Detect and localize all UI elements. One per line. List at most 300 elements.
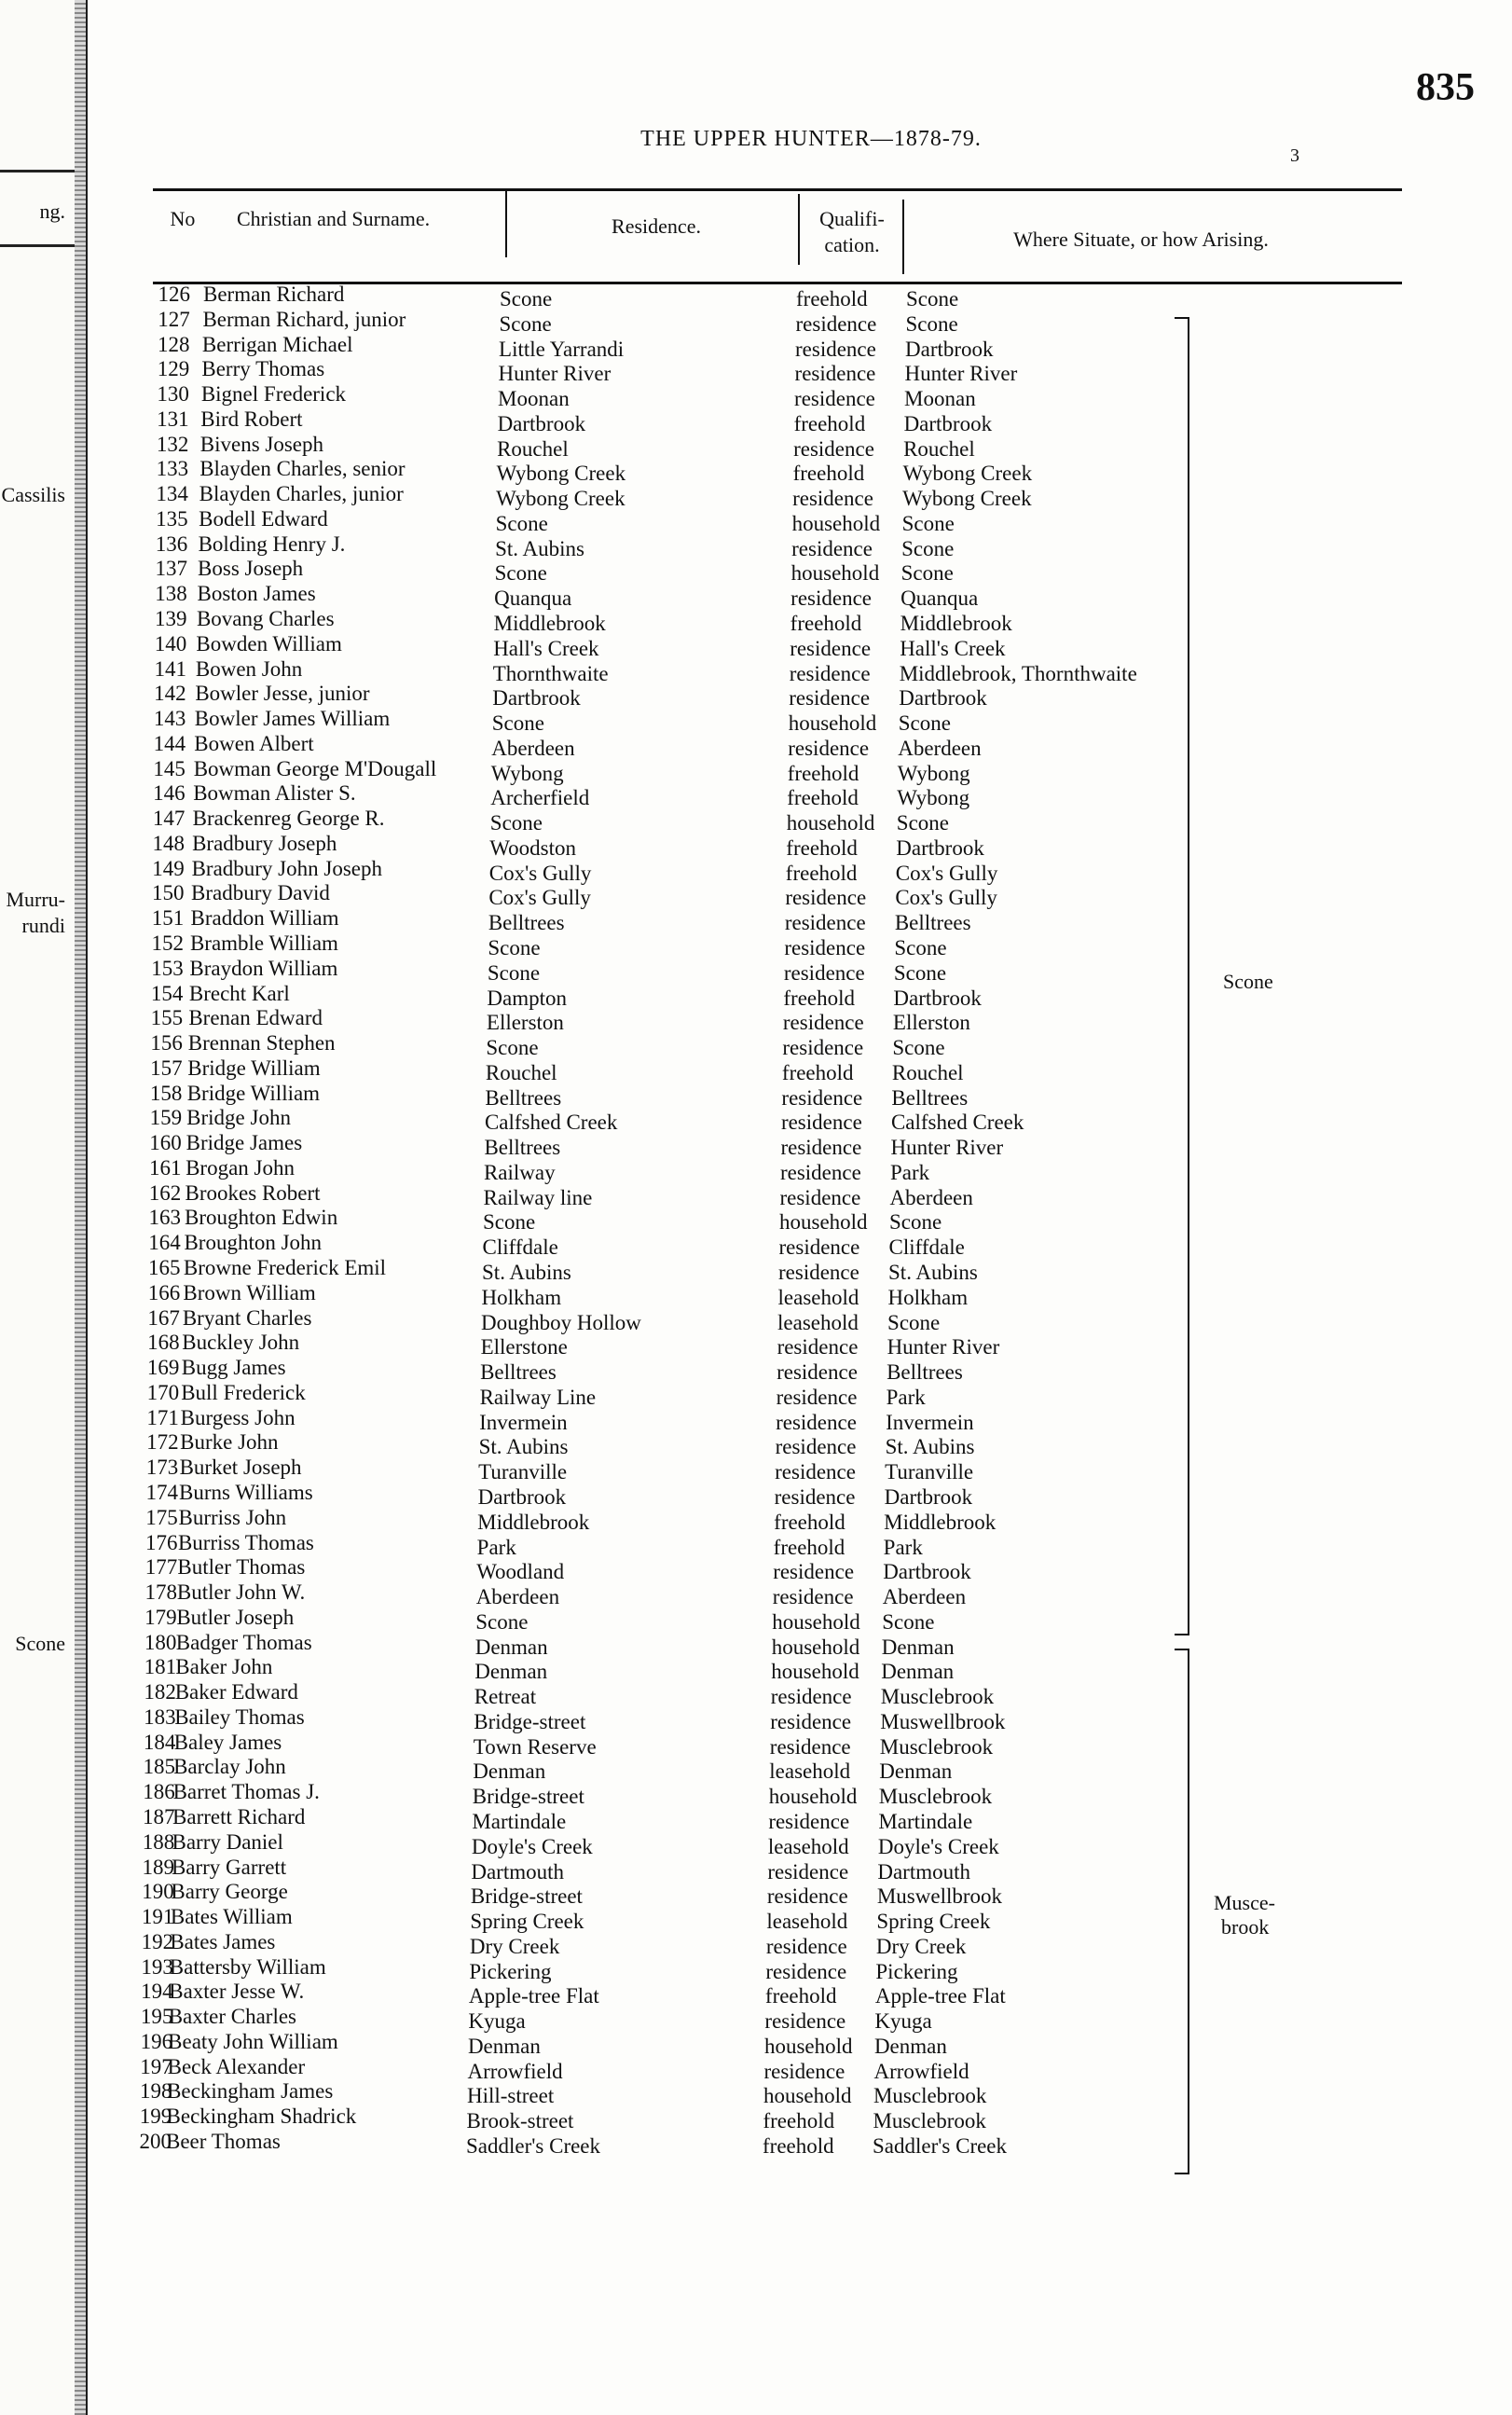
elector-where-situate: Kyuga [874, 2009, 932, 2034]
row-number: 126 [158, 283, 190, 306]
elector-where-situate: Scone [901, 511, 955, 535]
elector-residence: Belltrees [488, 911, 565, 935]
table-row [88, 2029, 1512, 2058]
table-row [88, 1555, 1512, 1584]
row-number: 200 [139, 2129, 172, 2153]
elector-qualification: residence [778, 1235, 860, 1260]
elector-name: Beck Alexander [167, 2054, 306, 2078]
elector-qualification: residence [794, 362, 876, 386]
table-row [88, 2079, 1512, 2108]
elector-residence: Arrowfield [467, 2059, 563, 2083]
table-row [88, 1954, 1512, 1983]
elector-where-situate: Wybong Creek [902, 487, 1032, 511]
elector-qualification: household [790, 561, 880, 586]
elector-where-situate: Denman [881, 1660, 955, 1684]
elector-residence: Woodland [476, 1560, 565, 1584]
row-number: 147 [152, 807, 186, 831]
elector-qualification: residence [770, 1685, 852, 1709]
table-row [88, 482, 1512, 511]
elector-name: Barry George [171, 1880, 288, 1904]
elector-residence: Belltrees [485, 1085, 562, 1110]
elector-where-situate: Park [883, 1535, 923, 1559]
elector-qualification: leasehold [767, 1834, 849, 1858]
elector-where-situate: Scone [894, 936, 947, 960]
elector-qualification: freehold [773, 1535, 845, 1559]
elector-qualification: residence [770, 1709, 852, 1733]
elector-where-situate: Saddler's Creek [873, 2133, 1008, 2158]
left-label-scone: Scone [15, 1632, 65, 1655]
group-label-muscle-brook-2: brook [1221, 1915, 1270, 1939]
column-divider-qualification-where [902, 200, 904, 274]
table-row [88, 531, 1512, 560]
elector-name: Bowden William [196, 631, 342, 656]
page-number: 835 [1416, 66, 1475, 109]
elector-where-situate: St. Aubins [888, 1261, 978, 1285]
elector-name: Bovang Charles [196, 607, 335, 630]
row-number: 143 [153, 707, 186, 731]
elector-name: Brackenreg George R. [192, 807, 385, 831]
elector-residence: Scone [495, 511, 548, 535]
elector-residence: Scone [475, 1609, 529, 1634]
elector-name: Browne Frederick Emil [183, 1256, 387, 1280]
table-row [88, 1056, 1512, 1084]
elector-name: Brennan Stephen [187, 1031, 336, 1056]
elector-name: Battersby William [169, 1954, 326, 1979]
elector-residence: Scone [487, 960, 541, 985]
elector-residence: Scone [489, 811, 543, 835]
elector-qualification: residence [775, 1435, 857, 1459]
elector-qualification: freehold [783, 986, 856, 1010]
elector-name: Bignel Frederick [200, 382, 347, 407]
elector-residence: Denman [467, 2034, 541, 2058]
elector-where-situate: Musclebrook [873, 2084, 987, 2108]
elector-name: Bridge William [186, 1081, 321, 1105]
elector-where-situate: Dry Creek [875, 1934, 967, 1958]
elector-qualification: residence [790, 636, 872, 660]
row-number: 167 [147, 1305, 180, 1330]
elector-where-situate: Musclebrook [873, 2109, 986, 2133]
row-number: 193 [141, 1954, 173, 1979]
row-number: 176 [144, 1530, 178, 1554]
row-number: 133 [156, 457, 189, 481]
elector-name: Butler John W. [176, 1580, 306, 1605]
elector-qualification: residence [781, 1085, 863, 1110]
table-row [88, 1855, 1512, 1884]
elector-where-situate: Musclebrook [880, 1685, 995, 1709]
elector-where-situate: Musclebrook [879, 1734, 994, 1759]
group-label-muscle-brook-1: Musce- [1214, 1891, 1275, 1914]
row-number: 177 [144, 1555, 178, 1580]
elector-name: Beckingham Shadrick [166, 2104, 357, 2129]
elector-name: Bowman Alister S. [193, 781, 356, 806]
elector-name: Bugg James [181, 1356, 286, 1380]
elector-where-situate: Scone [882, 1609, 935, 1634]
row-number: 154 [150, 981, 184, 1005]
row-number: 164 [148, 1231, 181, 1255]
row-number: 196 [140, 2029, 173, 2053]
elector-qualification: leasehold [777, 1285, 859, 1309]
elector-residence: Cliffdale [482, 1235, 558, 1260]
table-row [88, 1031, 1512, 1060]
row-number: 159 [149, 1106, 183, 1130]
elector-residence: Little Yarrandi [499, 337, 625, 361]
table-row [88, 2054, 1512, 2083]
elector-qualification: household [771, 1660, 859, 1684]
elector-name: Bridge John [186, 1106, 291, 1130]
row-number: 148 [152, 831, 186, 855]
elector-where-situate: Pickering [875, 1959, 958, 1983]
row-number: 151 [151, 906, 185, 931]
table-row [88, 1131, 1512, 1160]
elector-name: Bridge James [186, 1131, 303, 1155]
elector-residence: Saddler's Creek [466, 2133, 601, 2158]
row-number: 145 [153, 756, 186, 780]
row-number: 174 [145, 1480, 179, 1504]
elector-name: Bowman George M'Dougall [193, 756, 437, 780]
column-header-qualification-1: Qualifi- [819, 207, 885, 230]
elector-name: Bowen John [195, 656, 303, 681]
row-number: 131 [157, 407, 189, 431]
row-number: 163 [148, 1206, 181, 1230]
elector-residence: Rouchel [485, 1060, 557, 1084]
table-row [88, 1480, 1512, 1509]
elector-name: Bates William [170, 1905, 293, 1929]
elector-name: Bates James [170, 1929, 276, 1953]
elector-qualification: leasehold [769, 1760, 851, 1784]
elector-residence: Dartbrook [492, 686, 581, 711]
row-number: 188 [142, 1829, 175, 1854]
elector-qualification: residence [788, 736, 870, 760]
table-row [88, 1905, 1512, 1934]
elector-residence: Quanqua [494, 586, 572, 611]
elector-qualification: residence [779, 1160, 861, 1184]
elector-residence: Denman [473, 1760, 546, 1784]
elector-where-situate: Scone [901, 536, 955, 560]
elector-where-situate: Invermein [886, 1410, 974, 1434]
elector-where-situate: Dartbrook [896, 835, 984, 860]
elector-residence: Thornthwaite [492, 661, 609, 685]
elector-qualification: residence [765, 1934, 847, 1958]
elector-name: Blayden Charles, junior [199, 482, 404, 506]
elector-residence: Belltrees [484, 1136, 561, 1160]
elector-qualification: leasehold [766, 1910, 848, 1934]
elector-where-situate: Ellerston [892, 1011, 970, 1035]
elector-where-situate: Cox's Gully [895, 886, 997, 910]
elector-residence: Apple-tree Flat [468, 1984, 599, 2008]
elector-name: Baxter Jesse W. [169, 1980, 305, 2004]
elector-where-situate: Scone [892, 1036, 945, 1060]
table-row [88, 1380, 1512, 1409]
elector-qualification: residence [773, 1560, 855, 1584]
table-row [88, 1605, 1512, 1634]
elector-name: Burns Williams [179, 1480, 313, 1504]
column-divider-name-residence [505, 190, 507, 257]
elector-where-situate: Scone [889, 1210, 942, 1235]
table-row [88, 2104, 1512, 2133]
elector-residence: Railway [483, 1160, 556, 1184]
table-row [88, 1755, 1512, 1784]
elector-residence: Scone [488, 936, 541, 960]
table-row [88, 1829, 1512, 1858]
elector-name: Brown William [183, 1280, 316, 1304]
elector-residence: Cox's Gully [488, 886, 591, 910]
row-number: 172 [146, 1430, 179, 1455]
elector-where-situate: Turanville [885, 1460, 974, 1484]
elector-residence: Brook-street [466, 2109, 574, 2133]
row-number: 175 [145, 1505, 178, 1529]
elector-residence: Spring Creek [470, 1910, 584, 1934]
left-label-cassilis: Cassilis [1, 483, 65, 506]
elector-where-situate: Middlebrook [884, 1510, 997, 1534]
elector-where-situate: Belltrees [894, 911, 971, 935]
table-row [88, 1231, 1512, 1260]
table-row [88, 932, 1512, 960]
elector-name: Beaty John William [168, 2029, 338, 2053]
column-header-qualification-2: cation. [824, 233, 880, 256]
elector-where-situate: Muswellbrook [876, 1884, 1003, 1909]
elector-name: Bull Frederick [181, 1380, 306, 1404]
table-row [88, 906, 1512, 935]
table-row [88, 1106, 1512, 1135]
elector-qualification: residence [772, 1585, 854, 1609]
elector-qualification: residence [767, 1859, 849, 1884]
elector-name: Bradbury John Joseph [191, 856, 382, 880]
elector-qualification: household [771, 1635, 860, 1659]
elector-where-situate: Scone [887, 1310, 941, 1334]
elector-residence: Scone [494, 561, 547, 586]
elector-qualification: residence [795, 311, 877, 336]
elector-residence: Invermein [479, 1410, 568, 1434]
elector-where-situate: Denman [873, 2034, 947, 2058]
group-bracket-scone [1175, 317, 1189, 1635]
elector-where-situate: Park [889, 1160, 930, 1184]
elector-qualification: freehold [774, 1510, 845, 1534]
row-number: 146 [153, 781, 186, 806]
table-row [88, 1006, 1512, 1035]
table-row [88, 2005, 1512, 2034]
elector-residence: Moonan [498, 387, 570, 411]
row-number: 156 [150, 1031, 183, 1056]
elector-where-situate: Wybong [897, 786, 970, 810]
left-header-rule-bottom [0, 244, 75, 247]
elector-name: Brenan Edward [188, 1006, 323, 1030]
table-row [88, 1730, 1512, 1759]
elector-where-situate: Scone [905, 311, 958, 336]
elector-residence: Retreat [474, 1685, 537, 1709]
group-label-scone: Scone [1223, 970, 1273, 993]
table-row [88, 1155, 1512, 1184]
elector-where-situate: Park [886, 1385, 926, 1409]
table-row [88, 307, 1512, 336]
table-row [88, 1331, 1512, 1359]
elector-qualification: residence [784, 911, 866, 935]
row-number: 160 [149, 1131, 182, 1155]
elector-residence: Rouchel [497, 436, 569, 461]
elector-qualification: freehold [792, 462, 865, 486]
elector-qualification: household [788, 711, 877, 736]
table-row [88, 582, 1512, 611]
elector-residence: Pickering [469, 1959, 552, 1983]
elector-qualification: residence [769, 1734, 851, 1759]
elector-name: Berman Richard [203, 283, 345, 306]
elector-name: Baley James [173, 1730, 282, 1754]
elector-name: Bowler Jesse, junior [195, 682, 370, 706]
elector-name: Badger Thomas [175, 1630, 312, 1654]
elector-residence: Wybong [490, 761, 564, 785]
elector-qualification: residence [792, 487, 873, 511]
row-number: 136 [155, 531, 188, 556]
register-page [88, 0, 1512, 2415]
elector-name: Bowen Albert [194, 731, 314, 755]
table-row [88, 1180, 1512, 1209]
row-number: 166 [147, 1280, 181, 1304]
left-page-fragment [0, 0, 86, 2415]
elector-where-situate: Doyle's Creek [877, 1834, 999, 1858]
column-header-name: Christian and Surname. [237, 207, 431, 230]
row-number: 194 [141, 1980, 173, 2004]
elector-where-situate: Hall's Creek [900, 636, 1006, 660]
table-row [88, 631, 1512, 660]
elector-qualification: residence [774, 1484, 856, 1509]
elector-name: Burriss Thomas [177, 1530, 314, 1554]
row-number: 132 [156, 432, 189, 456]
elector-where-situate: Denman [879, 1760, 953, 1784]
table-row [88, 656, 1512, 685]
table-row [88, 1530, 1512, 1559]
elector-qualification: residence [785, 886, 867, 910]
elector-where-situate: Scone [898, 711, 951, 736]
left-header-rule-top [0, 170, 75, 172]
elector-qualification: residence [775, 1460, 856, 1484]
table-row [88, 1456, 1512, 1484]
elector-residence: Dampton [487, 986, 567, 1010]
elector-where-situate: Cox's Gully [895, 861, 998, 885]
table-row [88, 781, 1512, 810]
elector-where-situate: Hunter River [887, 1335, 1000, 1359]
elector-qualification: freehold [785, 861, 858, 885]
elector-qualification: residence [763, 2059, 845, 2083]
elector-where-situate: Calfshed Creek [890, 1111, 1024, 1135]
elector-where-situate: Martindale [878, 1809, 973, 1833]
row-number: 165 [147, 1256, 181, 1280]
row-number: 137 [155, 557, 188, 581]
elector-name: Braydon William [189, 956, 338, 980]
table-row [88, 1980, 1512, 2008]
elector-qualification: residence [765, 1959, 847, 1983]
row-number: 197 [140, 2054, 172, 2078]
elector-residence: Wybong Creek [496, 487, 625, 511]
elector-qualification: residence [784, 936, 866, 960]
row-number: 152 [151, 932, 184, 956]
elector-residence: Ellerstone [480, 1335, 568, 1359]
elector-qualification: freehold [763, 2109, 835, 2133]
elector-residence: St. Aubins [495, 536, 584, 560]
row-number: 155 [150, 1006, 184, 1030]
elector-residence: Denman [474, 1635, 548, 1659]
elector-where-situate: Scone [893, 960, 947, 985]
row-number: 168 [147, 1331, 180, 1355]
elector-qualification: leasehold [777, 1310, 859, 1334]
elector-residence: Aberdeen [491, 736, 575, 760]
column-divider-residence-qualification [798, 194, 800, 265]
elector-residence: Doyle's Creek [471, 1834, 593, 1858]
row-number: 173 [145, 1456, 179, 1480]
table-row [88, 756, 1512, 785]
elector-name: Baxter Charles [168, 2005, 297, 2029]
elector-name: Burgess John [180, 1405, 296, 1429]
row-number: 135 [156, 506, 188, 531]
row-number: 127 [158, 307, 190, 331]
elector-residence: Aberdeen [475, 1585, 560, 1609]
elector-residence: Doughboy Hollow [481, 1310, 641, 1334]
elector-qualification: household [763, 2084, 852, 2108]
elector-name: Butler Joseph [176, 1605, 295, 1629]
elector-qualification: household [772, 1609, 860, 1634]
table-row [88, 1505, 1512, 1534]
elector-qualification: freehold [787, 761, 859, 785]
elector-residence: Hall's Creek [493, 636, 599, 660]
page-gutter [75, 0, 86, 2415]
elector-residence: Middlebrook [477, 1510, 590, 1534]
elector-residence: St. Aubins [478, 1435, 569, 1459]
table-header-rule-top [153, 188, 1402, 191]
elector-where-situate: Denman [881, 1635, 955, 1659]
elector-name: Barret Thomas J. [172, 1780, 320, 1804]
elector-name: Butler Thomas [177, 1555, 306, 1580]
table-row [88, 956, 1512, 985]
table-row [88, 457, 1512, 486]
row-number: 185 [143, 1755, 176, 1779]
elector-qualification: household [791, 511, 881, 535]
elector-where-situate: Moonan [904, 387, 976, 411]
elector-residence: Hunter River [498, 362, 612, 386]
elector-residence: Scone [491, 711, 544, 736]
elector-name: Barrett Richard [172, 1804, 306, 1828]
elector-residence: Calfshed Creek [484, 1111, 618, 1135]
elector-residence: Cox's Gully [488, 861, 592, 885]
elector-where-situate: Dartbrook [905, 337, 994, 361]
elector-residence: Town Reserve [473, 1734, 597, 1759]
elector-residence: Martindale [472, 1809, 567, 1833]
elector-name: Berrigan Michael [201, 332, 353, 356]
elector-residence: Holkham [481, 1285, 562, 1309]
elector-qualification: residence [777, 1335, 859, 1359]
table-row [88, 382, 1512, 411]
table-row [88, 432, 1512, 461]
table-row [88, 682, 1512, 711]
elector-qualification: freehold [781, 1060, 854, 1084]
sheet-number: 3 [1290, 145, 1299, 166]
table-row [88, 1280, 1512, 1309]
row-number: 171 [146, 1405, 179, 1429]
elector-where-situate: Belltrees [891, 1085, 969, 1110]
row-number: 182 [144, 1680, 176, 1704]
elector-where-situate: Musclebrook [878, 1785, 993, 1809]
row-number: 178 [144, 1580, 177, 1605]
elector-name: Buckley John [182, 1331, 300, 1355]
elector-where-situate: Scone [906, 287, 959, 310]
elector-name: Burriss John [178, 1505, 287, 1529]
column-header-where: Where Situate, or how Arising. [1013, 228, 1269, 251]
elector-qualification: residence [782, 1036, 864, 1060]
elector-where-situate: Dartbrook [883, 1560, 971, 1584]
elector-qualification: residence [780, 1111, 862, 1135]
elector-where-situate: Aberdeen [889, 1185, 973, 1209]
row-number: 128 [157, 332, 190, 356]
table-row [88, 1880, 1512, 1909]
group-bracket-muscle-brook [1175, 1649, 1189, 2174]
elector-name: Bridge William [187, 1056, 321, 1080]
